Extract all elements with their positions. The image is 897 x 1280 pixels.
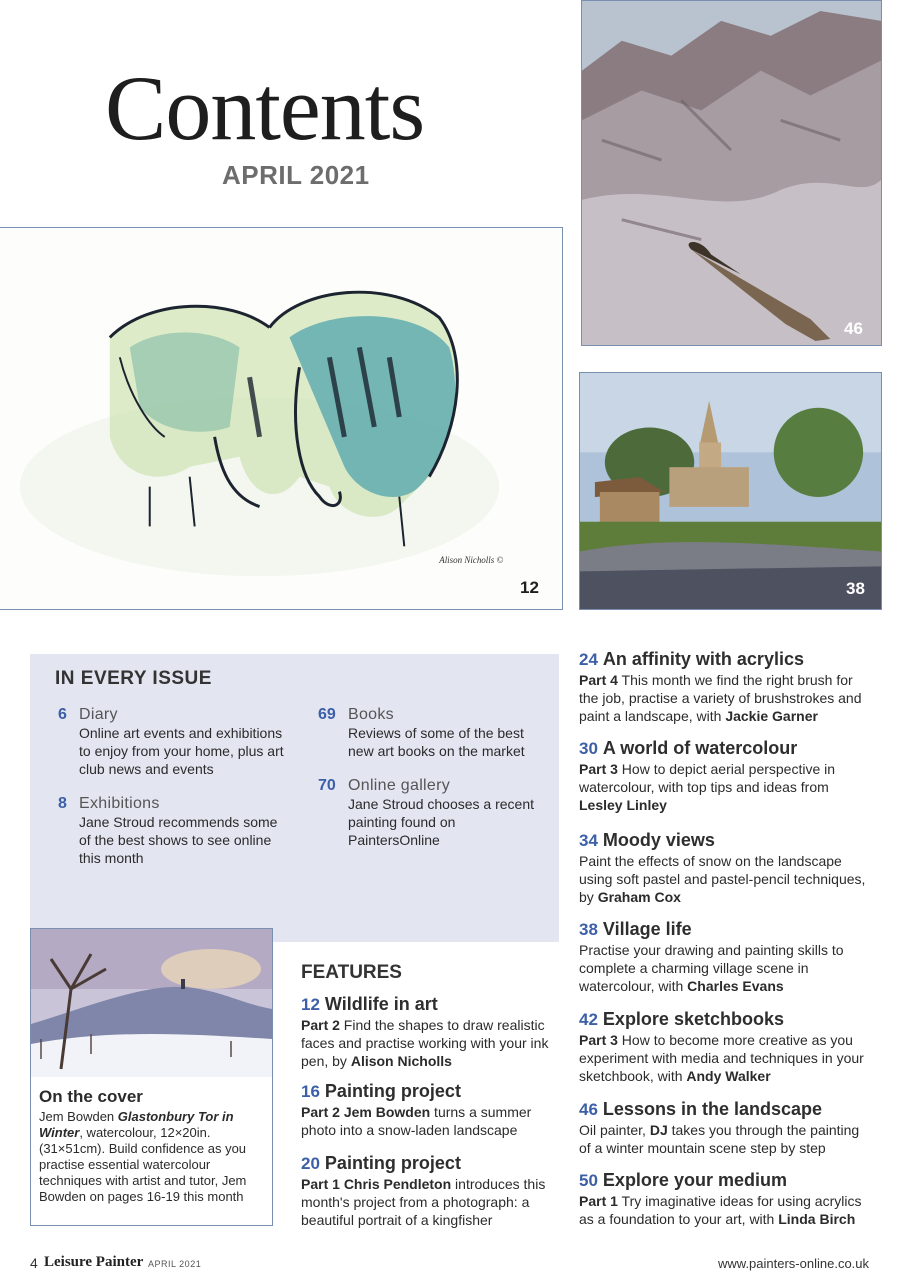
- issue-item-exhibitions[interactable]: [58, 795, 288, 867]
- page-number-badge: 46: [844, 319, 863, 338]
- feature-item[interactable]: [579, 1171, 869, 1228]
- magazine-logo: Leisure Painter: [44, 1254, 144, 1270]
- feature-title: An affinity with acrylics: [602, 649, 804, 669]
- in-every-issue-heading: IN EVERY ISSUE: [55, 668, 212, 689]
- feature-title: A world of watercolour: [602, 738, 798, 758]
- feature-title: Wildlife in art: [324, 994, 438, 1014]
- feature-description: Paint the effects of snow on the landscape using soft pastel and pastel-pencil techniques, by Graham Cox: [579, 853, 866, 905]
- feature-item[interactable]: [579, 920, 869, 995]
- issue-date: APRIL 2021: [222, 160, 370, 190]
- feature-title: Lessons in the landscape: [602, 1099, 822, 1119]
- feature-description: Part 2 Jem Bowden turns a summer photo into a snow-laden landscape: [301, 1104, 532, 1138]
- feature-page-number: 16: [301, 1082, 320, 1101]
- item-title: Diary: [79, 706, 118, 723]
- issue-item-diary[interactable]: [58, 706, 288, 778]
- feature-page-number: 24: [579, 650, 598, 669]
- issue-item-online-gallery[interactable]: [318, 777, 538, 849]
- item-title: Online gallery: [348, 777, 451, 794]
- feature-item[interactable]: [579, 1010, 869, 1085]
- item-page-number: 8: [58, 795, 67, 812]
- feature-page-number: 38: [579, 920, 598, 939]
- page-number-badge: 38: [846, 579, 865, 598]
- feature-page-number: 20: [301, 1154, 320, 1173]
- item-title: Exhibitions: [79, 795, 160, 812]
- item-page-number: 6: [58, 706, 67, 723]
- footer-page-number: 4: [30, 1255, 38, 1271]
- item-title: Books: [348, 706, 394, 723]
- on-the-cover-box[interactable]: [30, 928, 273, 1226]
- feature-item[interactable]: [579, 1100, 869, 1157]
- item-description: Jane Stroud recommends some of the best shows to see online this month: [79, 814, 278, 866]
- feature-title: Painting project: [324, 1081, 461, 1101]
- artist-signature: Alison Nicholls ©: [439, 555, 504, 566]
- page-number-badge: 12: [520, 578, 539, 597]
- feature-description: Part 3 How to become more creative as you experiment with media and techniques in your sketchbook, with Andy Walker: [579, 1032, 864, 1084]
- feature-item[interactable]: [579, 739, 869, 814]
- feature-page-number: 46: [579, 1100, 598, 1119]
- item-description: Online art events and exhibitions to enjoy from your home, plus art club news and events: [79, 725, 284, 777]
- item-description: Reviews of some of the best new art books on the market: [348, 725, 525, 759]
- feature-description: Part 1 Try imaginative ideas for using acrylics as a foundation to your art, with Linda Birch: [579, 1193, 862, 1227]
- features-heading: FEATURES: [301, 962, 402, 983]
- village-painting[interactable]: [579, 372, 882, 610]
- feature-item[interactable]: [301, 1154, 551, 1229]
- feature-title: Explore your medium: [602, 1170, 787, 1190]
- feature-page-number: 30: [579, 739, 598, 758]
- feature-description: Part 3 How to depict aerial perspective in watercolour, with top tips and ideas from Lesley Linley: [579, 761, 836, 813]
- footer-date: APRIL 2021: [148, 1259, 202, 1269]
- feature-page-number: 42: [579, 1010, 598, 1029]
- item-page-number: 69: [318, 706, 336, 723]
- issue-item-books[interactable]: [318, 706, 538, 760]
- page-title: Contents: [105, 57, 425, 159]
- item-description: Jane Stroud chooses a recent painting found on PaintersOnline: [348, 796, 535, 848]
- feature-item[interactable]: [579, 650, 869, 725]
- feature-title: Painting project: [324, 1153, 461, 1173]
- cover-description: Jem Bowden Glastonbury Tor in Winter, watercolour, 12×20in. (31×51cm). Build confidence as you practise essential watercolour techniques with artist and tutor, Jem Bowden on pages 16-19 this month: [39, 1109, 247, 1204]
- feature-page-number: 34: [579, 831, 598, 850]
- feature-item[interactable]: [301, 1082, 551, 1139]
- feature-title: Moody views: [602, 830, 715, 850]
- feature-description: Part 2 Find the shapes to draw realistic faces and practise working with your ink pen, by Alison Nicholls: [301, 1017, 549, 1069]
- feature-description: Part 4 This month we find the right brush for the job, practise a variety of brushstrokes and paint a landscape, with Jackie Garner: [579, 672, 862, 724]
- cover-painting: [31, 929, 272, 1077]
- elephant-illustration[interactable]: [0, 227, 563, 610]
- feature-page-number: 12: [301, 995, 320, 1014]
- cover-title: On the cover: [39, 1087, 143, 1106]
- feature-page-number: 50: [579, 1171, 598, 1190]
- feature-description: Oil painter, DJ takes you through the painting of a winter mountain scene step by step: [579, 1122, 860, 1156]
- website-link[interactable]: www.painters-online.co.uk: [718, 1256, 870, 1271]
- mountain-painting[interactable]: [581, 0, 882, 346]
- feature-item[interactable]: [301, 995, 551, 1070]
- feature-title: Village life: [602, 919, 692, 939]
- feature-title: Explore sketchbooks: [602, 1009, 784, 1029]
- feature-description: Part 1 Chris Pendleton introduces this month's project from a photograph: a beautiful portrait of a kingfisher: [301, 1176, 546, 1228]
- feature-item[interactable]: [579, 831, 869, 906]
- item-page-number: 70: [318, 777, 336, 794]
- feature-description: Practise your drawing and painting skills to complete a charming village scene in watercolour, with Charles Evans: [579, 942, 844, 994]
